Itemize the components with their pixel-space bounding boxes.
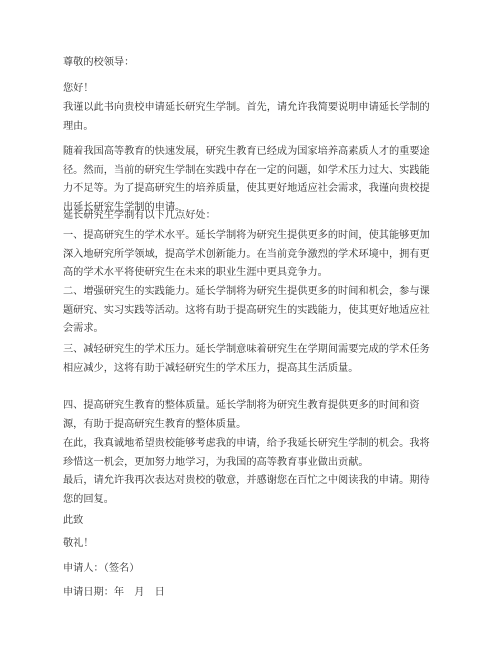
background-paragraph: 随着我国高等教育的快速发展，研究生教育已经成为国家培养高素质人才的重要途径。然而，当前的研究生学制在实践中存在一定的问题，如学术压力过大、实践能力不足等。为了提高研究生的培养质量，使其更好地适应社会需求，我谨向贵校提出延长研究生学制的申请。 <box>63 146 430 213</box>
salutation: 尊敬的校领导： <box>63 57 135 68</box>
greeting: 您好！ <box>63 83 94 94</box>
closing-line-2: 敬礼！ <box>63 538 94 549</box>
applicant-signature-line: 申请人：（签名） <box>63 563 140 574</box>
application-date-line: 申请日期：年 月 日 <box>63 587 165 598</box>
benefit-item: 一、提高研究生的学术水平。延长学制将为研究生提供更多的时间，使其能够更加深入地研究所学领域，提高学术创新能力。在当前竞争激烈的学术环境中，拥有更高的学术水平将使研究生在未来的职业生涯中更具竞争力。 <box>63 230 430 278</box>
benefit-item: 四、提高研究生教育的整体质量。延长学制将为研究生教育提供更多的时间和资源，有助于提高研究生教育的整体质量。 <box>63 400 420 430</box>
benefit-item: 三、减轻研究生的学术压力。延长学制意味着研究生在学期间需要完成的学术任务相应减少，这将有助于减轻研究生的学术压力，提高其生活质量。 <box>63 344 430 374</box>
closing-line-1: 此致 <box>63 515 84 526</box>
intro-paragraph: 我谨以此书向贵校申请延长研究生学制。首先，请允许我简要说明申请延长学制的理由。 <box>63 102 430 132</box>
thanks-paragraph: 最后，请允许我再次表达对贵校的敬意，并感谢您在百忙之中阅读我的申请。期待您的回复。 <box>63 475 430 505</box>
benefit-item: 二、增强研究生的实践能力。延长学制将为研究生提供更多的时间和机会，参与课题研究、实习实践等活动。这将有助于提高研究生的实践能力，使其更好地适应社会需求。 <box>63 286 430 334</box>
benefits-intro: 延长研究生学制有以下几点好处： <box>63 210 216 221</box>
hope-paragraph: 在此，我真诚地希望贵校能够考虑我的申请，给予我延长研究生学制的机会。我将珍惜这一机会，更加努力地学习，为我国的高等教育事业做出贡献。 <box>63 438 430 468</box>
